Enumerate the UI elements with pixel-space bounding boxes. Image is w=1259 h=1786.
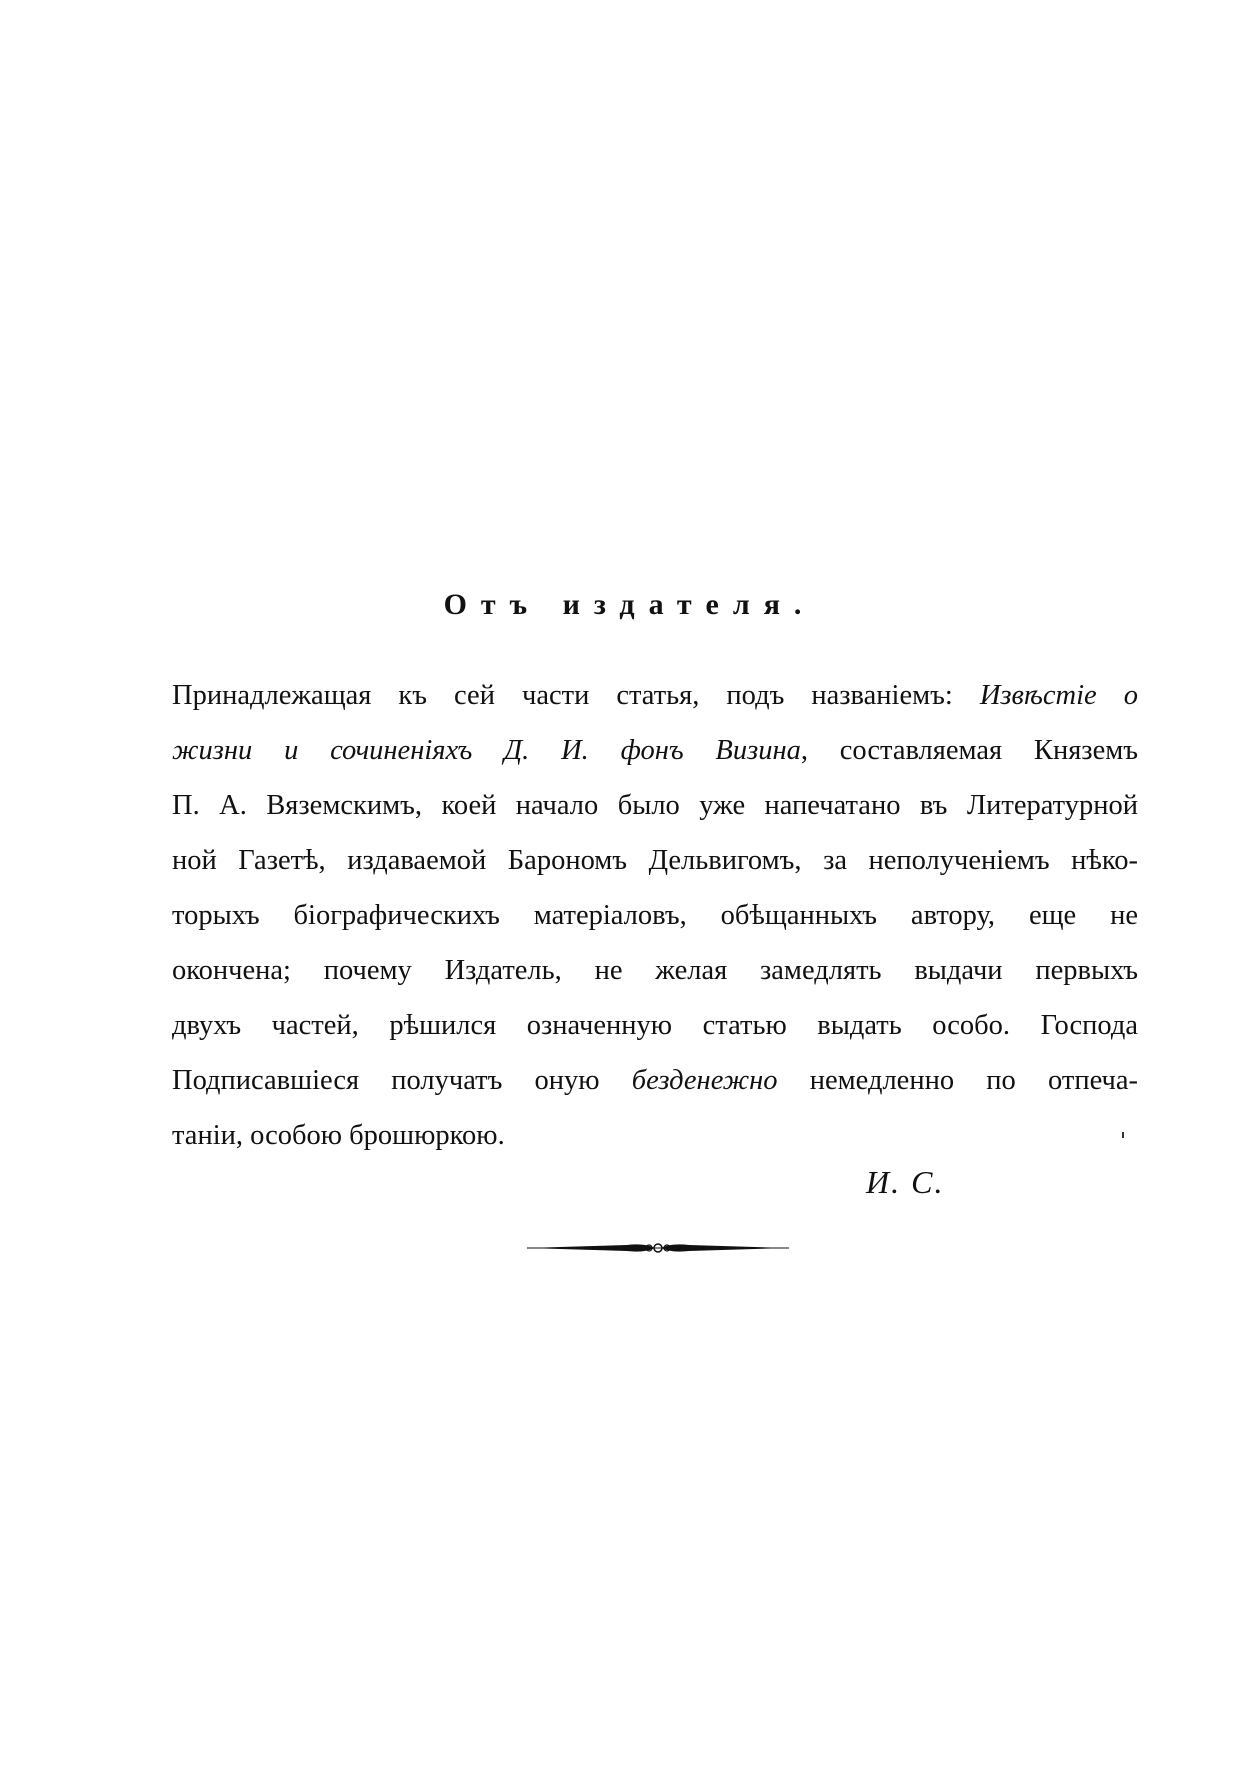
text-line [172,778,1138,833]
text-line [172,1108,1138,1163]
text-line [172,1053,1138,1108]
text-line [172,833,1138,888]
text-line [172,943,1138,998]
publisher-note-paragraph [172,668,1138,1163]
text-run: двухъ частей, рѣшился означенную статью выдать особо. Господа [172,1010,1138,1041]
text-run: Подписавшіеся получатъ оную [172,1065,632,1096]
italic-text-run: безденежно [631,1065,778,1096]
text-run: окончена; почему Издатель, не желая замедлять выдачи первыхъ [172,955,1138,986]
print-speck [1122,1132,1124,1138]
printers-ornament-rule-icon [527,1236,789,1260]
text-run: торыхъ біографическихъ матеріаловъ, обѣщанныхъ автору, еще не [172,900,1138,931]
text-line [172,998,1138,1053]
italic-text-run: Извѣстіе о [979,680,1138,711]
text-run: таніи, особою брошюркою. [172,1120,505,1151]
text-run: П. А. Вяземскимъ, коей начало было уже напечатано въ Литературной [172,790,1138,821]
text-line [172,723,1138,778]
signature-initials: И. С. [866,1164,945,1200]
text-run: немедленно по отпеча- [777,1065,1138,1096]
italic-text-run: жизни и сочиненіяхъ Д. И. фонъ Визина [172,735,801,766]
text-line [172,668,1138,723]
text-line [172,888,1138,943]
page-heading: Отъ издателя. [443,588,816,621]
text-run: ной Газетѣ, издаваемой Барономъ Дельвигомъ, за неполученіемъ нѣко- [172,845,1138,876]
text-run: Принадлежащая къ сей части статья, подъ названіемъ: [172,680,980,711]
text-run: , составляемая Княземъ [800,735,1138,766]
